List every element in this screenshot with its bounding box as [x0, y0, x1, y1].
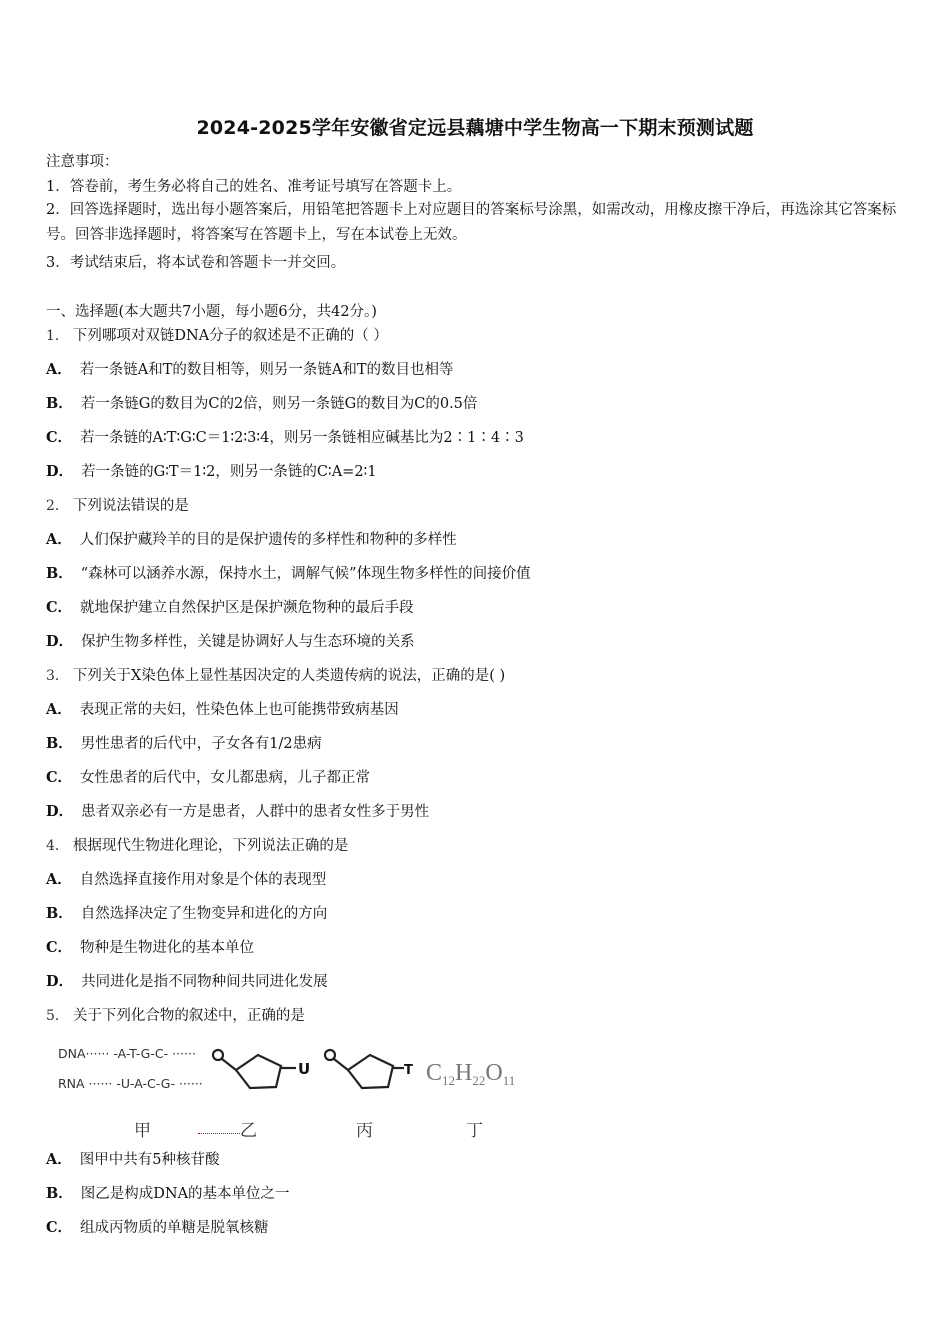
dotted-underline — [198, 1133, 240, 1134]
section-heading: 一、选择题(本大题共7小题，每小题6分，共42分。) — [46, 304, 377, 320]
notice-item-1: 1．答卷前，考生务必将自己的姓名、准考证号填写在答题卡上。 — [46, 179, 462, 195]
q4-option-a: A． 自然选择直接作用对象是个体的表现型 — [46, 871, 327, 888]
base-u-label: U — [298, 1060, 311, 1078]
q1-option-d: D． 若一条链的G∶T＝1∶2，则另一条链的C∶A=2∶1 — [46, 463, 377, 480]
q3-option-a: A． 表现正常的夫妇，性染色体上也可能携带致病基因 — [46, 701, 399, 718]
label-yi: 乙 — [240, 1121, 257, 1141]
nucleotide-yi — [213, 1050, 296, 1088]
dna-sequence: DNA······ -A-T-G-C- ······ — [58, 1046, 196, 1061]
q4-option-d: D． 共同进化是指不同物种间共同进化发展 — [46, 973, 328, 990]
question-3 — [46, 666, 505, 686]
label-jia: 甲 — [134, 1121, 151, 1141]
nucleotide-bing — [325, 1050, 404, 1088]
question-5 — [46, 1006, 305, 1026]
q3-option-b: B． 男性患者的后代中，子女各有1/2患病 — [46, 735, 322, 752]
q5-option-b: B． 图乙是构成DNA的基本单位之一 — [46, 1185, 290, 1202]
q1-option-c: C． 若一条链的A∶T∶G∶C＝1∶2∶3∶4，则另一条链相应碱基比为2∶1∶4∶3 — [46, 429, 524, 446]
question-stem: 下列关于X染色体上显性基因决定的人类遗传病的说法，正确的是( ) — [72, 668, 506, 684]
question-stem: 根据现代生物进化理论，下列说法正确的是 — [72, 838, 349, 854]
question-number: 5． — [46, 1008, 69, 1024]
rna-sequence: RNA ······ -U-A-C-G- ······ — [58, 1076, 203, 1091]
label-bing: 丙 — [356, 1121, 373, 1141]
q4-option-c: C． 物种是生物进化的基本单位 — [46, 939, 255, 956]
question-stem: 下列说法错误的是 — [72, 498, 189, 514]
q2-option-a: A． 人们保护藏羚羊的目的是保护遗传的多样性和物种的多样性 — [46, 531, 457, 548]
base-t-label: T — [404, 1063, 413, 1078]
question-number: 1． — [46, 328, 69, 344]
page-title: 2024-2025学年安徽省定远县藕塘中学生物高一下期末预测试题 — [196, 117, 754, 139]
question-1 — [46, 326, 388, 346]
question-number: 3． — [46, 668, 69, 684]
question-number: 2． — [46, 498, 69, 514]
q5-option-a: A． 图甲中共有5种核苷酸 — [46, 1151, 220, 1168]
question-4 — [46, 836, 348, 856]
q3-option-c: C． 女性患者的后代中，女儿都患病，儿子都正常 — [46, 769, 371, 786]
compound-figure — [58, 1040, 528, 1140]
q4-option-b: B． 自然选择决定了生物变异和进化的方向 — [46, 905, 328, 922]
label-ding: 丁 — [466, 1121, 483, 1141]
question-2 — [46, 496, 189, 516]
question-stem: 关于下列化合物的叙述中，正确的是 — [72, 1008, 305, 1024]
notice-item-3: 3．考试结束后，将本试卷和答题卡一并交回。 — [46, 255, 346, 271]
question-stem: 下列哪项对双链DNA分子的叙述是不正确的（ ） — [72, 328, 388, 344]
q1-option-b: B． 若一条链G的数目为C的2倍，则另一条链G的数目为C的0.5倍 — [46, 395, 478, 412]
q3-option-d: D． 患者双亲必有一方是患者，人群中的患者女性多于男性 — [46, 803, 430, 820]
formula-ding: $C_{12}H_{22}O_{11}$ — [426, 1060, 516, 1088]
notice-item-2: 2．回答选择题时，选出每小题答案后，用铅笔把答题卡上对应题目的答案标号涂黑，如需改动，用橡皮擦干净后，再选涂其它答案标号。回答非选择题时，将答案写在答题卡上，写在本试卷上无效。 — [46, 202, 897, 243]
q5-option-c: C． 组成丙物质的单糖是脱氧核糖 — [46, 1219, 269, 1236]
q2-option-c: C． 就地保护建立自然保护区是保护濒危物种的最后手段 — [46, 599, 414, 616]
notice-heading: 注意事项： — [46, 154, 119, 170]
q1-option-a: A． 若一条链A和T的数目相等，则另一条链A和T的数目也相等 — [46, 361, 454, 378]
question-number: 4． — [46, 838, 69, 854]
q2-option-b: B． “森林可以涵养水源，保持水土，调解气候”体现生物多样性的间接价值 — [46, 565, 531, 582]
q2-option-d: D． 保护生物多样性，关键是协调好人与生态环境的关系 — [46, 633, 415, 650]
